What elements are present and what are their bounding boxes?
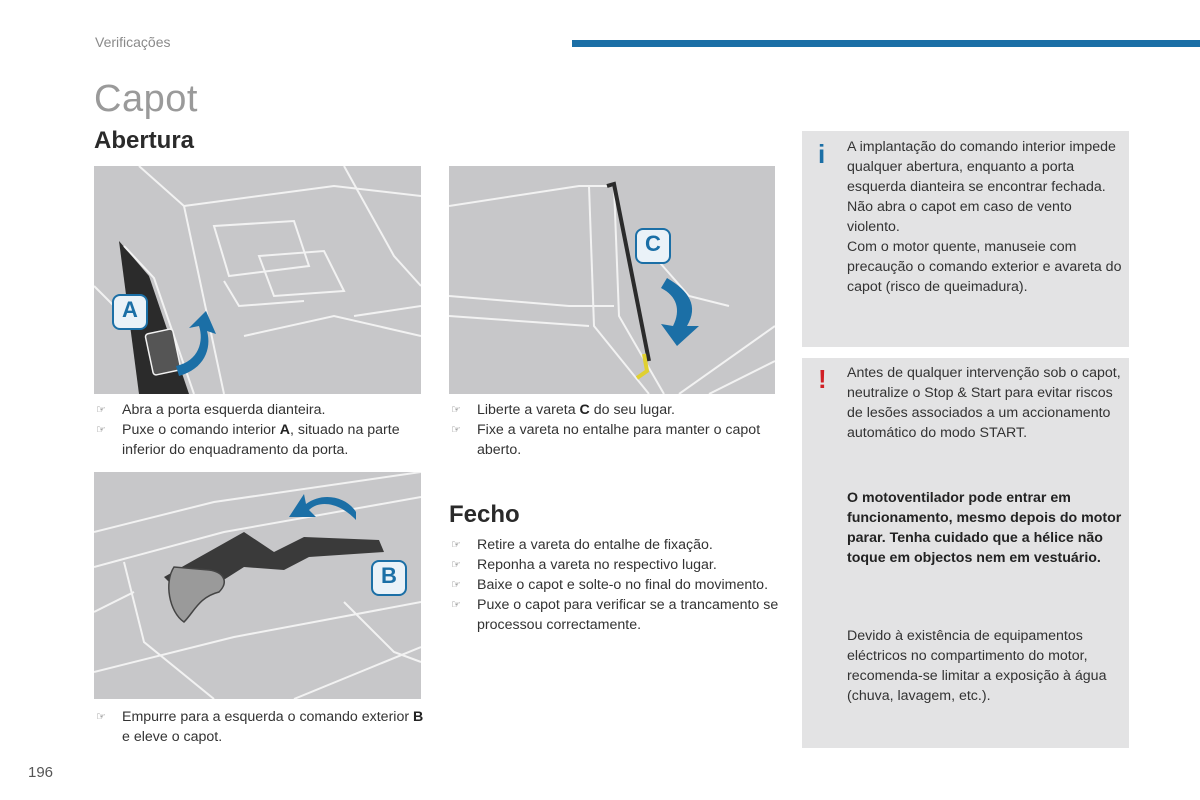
pointing-hand-icon: ☞ (451, 539, 461, 551)
pointing-hand-icon: ☞ (451, 579, 461, 591)
header-accent-bar (572, 40, 1200, 47)
figure-exterior-lever (94, 472, 421, 699)
callout-c: C (645, 231, 661, 256)
steps-closing (449, 535, 779, 635)
warning-outro-text: Devido à existência de equipamentos eléctricos no compartimento do motor, recomenda-se limitar a exposição à água (chuva, lavagem, etc.). (847, 628, 1107, 704)
steps-interior-handle (94, 400, 424, 460)
callout-a: A (122, 297, 138, 322)
list-item: ☞ Abra a porta esquerda dianteira. (96, 402, 326, 418)
figure-bonnet-prop-rod (449, 166, 775, 394)
abertura-heading: Abertura (94, 127, 195, 154)
warning-bold-text: O motoventilador pode entrar em funcionamento, mesmo depois do motor parar. Tenha cuidado que a hélice não toque em objectos nem em vestuário. (847, 490, 1122, 566)
pointing-hand-icon: ☞ (451, 599, 461, 611)
warning-intro-text: Antes de qualquer intervenção sob o capot, neutralize o Stop & Start para evitar riscos de lesões associados a um accionamento automático do modo START. (847, 365, 1121, 441)
list-item: ☞ Liberte a vareta C do seu lugar. (451, 402, 675, 418)
list-item: ☞ Reponha a vareta no respectivo lugar. (451, 557, 717, 573)
pointing-hand-icon: ☞ (96, 404, 106, 416)
list-item: ☞ Retire a vareta do entalhe de fixação. (451, 537, 713, 553)
list-item: ☞ Baixe o capot e solte-o no final do movimento. (451, 577, 769, 593)
steps-prop-rod (449, 400, 779, 460)
page-number: 196 (28, 764, 54, 781)
list-item: ☞ Empurre para a esquerda o comando exterior B e eleve o capot. (96, 709, 424, 745)
pointing-hand-icon: ☞ (451, 424, 461, 436)
warning-icon: ! (818, 364, 827, 394)
pointing-hand-icon: ☞ (451, 404, 461, 416)
section-label: Verificações (95, 34, 171, 50)
fecho-heading: Fecho (449, 501, 520, 528)
pointing-hand-icon: ☞ (96, 711, 106, 723)
info-icon: i (818, 139, 826, 169)
info-note-text: A implantação do comando interior impede qualquer abertura, enquanto a porta esquerda dianteira se encontrar fechada. Não abra o capot em caso de vento violento. Com o motor quente, manuseie com precaução o comando exterior e avareta do capot (risco de queimadura). (847, 139, 1122, 295)
list-item: ☞ Puxe o capot para verificar se a trancamento se processou correctamente. (451, 597, 779, 633)
list-item: ☞ Fixe a vareta no entalhe para manter o capot aberto. (451, 422, 761, 458)
steps-exterior-lever (94, 707, 424, 747)
callout-b: B (381, 563, 397, 588)
pointing-hand-icon: ☞ (451, 559, 461, 571)
figure-interior-handle (94, 166, 421, 394)
warning-note (802, 358, 1129, 748)
list-item: ☞ Puxe o comando interior A, situado na parte inferior do enquadramento da porta. (96, 422, 400, 458)
info-note (802, 131, 1129, 347)
page-title: Capot (94, 78, 198, 120)
pointing-hand-icon: ☞ (96, 424, 106, 436)
